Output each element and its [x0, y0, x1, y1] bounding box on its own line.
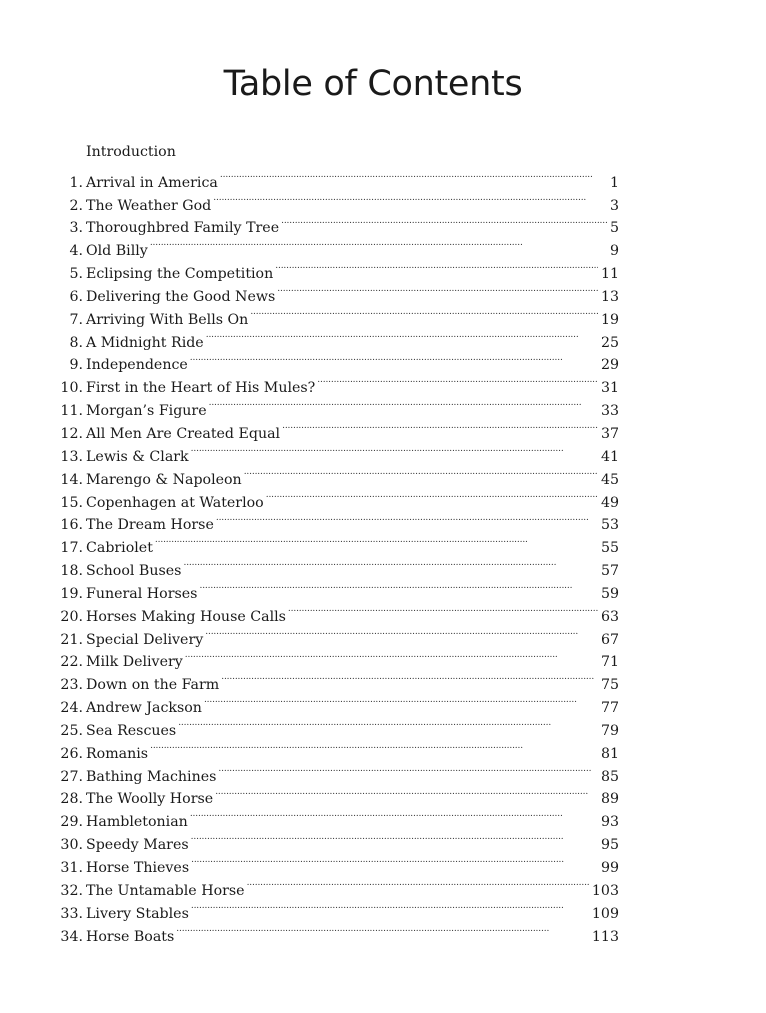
toc-entry-number: 7. — [69, 311, 83, 328]
toc-entry-title: School Buses — [86, 563, 182, 580]
toc-dot-leader — [275, 255, 598, 278]
toc-entry-title: Speedy Mares — [86, 837, 189, 854]
toc-entry-page: 13 — [600, 288, 619, 305]
toc-entry-page: 29 — [600, 357, 619, 374]
toc-entry-number: 20. — [60, 608, 83, 625]
toc-entry-number: 9. — [69, 357, 83, 374]
toc-entry-page: 113 — [591, 928, 619, 945]
toc-entry-title: Delivering the Good News — [86, 288, 276, 305]
toc-dot-leader — [176, 918, 589, 941]
toc-dot-leader — [220, 164, 607, 187]
toc-entry-number: 11. — [60, 403, 83, 420]
toc-entry-page: 37 — [600, 425, 619, 442]
toc-entry-number: 24. — [60, 700, 83, 717]
toc-entry-page: 71 — [600, 654, 619, 671]
toc-entry-title: Independence — [86, 357, 188, 374]
toc-dot-leader — [247, 872, 589, 895]
toc-entry-page: 59 — [600, 585, 619, 602]
toc-entry-page: 103 — [591, 882, 619, 899]
toc-entry-title: First in the Heart of His Mules? — [86, 380, 316, 397]
toc-entry-page: 99 — [600, 860, 619, 876]
toc-entry-title: Horse Boats — [86, 928, 175, 945]
toc-entry-title: The Woolly Horse — [86, 791, 214, 808]
toc-introduction: Introduction — [86, 144, 176, 160]
toc-entry-number: 34. — [60, 928, 83, 945]
toc-dot-leader — [244, 461, 598, 484]
toc-entry-page: 25 — [600, 334, 619, 351]
toc-entry-number: 2. — [69, 197, 83, 214]
toc-dot-leader — [288, 598, 598, 621]
toc-entry-title: The Dream Horse — [86, 517, 214, 534]
toc-entry-title: Andrew Jackson — [86, 700, 202, 717]
toc-entry — [52, 164, 619, 191]
toc-dot-leader — [191, 438, 598, 461]
toc-entry-number: 1. — [69, 174, 83, 191]
toc-entry-page: 81 — [600, 745, 619, 762]
toc-entry-number: 13. — [60, 448, 83, 465]
toc-entry-number: 8. — [69, 334, 83, 351]
toc-dot-leader — [216, 507, 598, 530]
toc-entry-number: 15. — [60, 494, 83, 511]
toc-entry-title: A Midnight Ride — [86, 334, 204, 351]
toc-dot-leader — [266, 484, 598, 507]
toc-dot-leader — [190, 803, 598, 826]
toc-entry-title: Down on the Farm — [86, 677, 220, 694]
toc-dot-leader — [150, 735, 598, 758]
toc-entry-title: Bathing Machines — [86, 768, 217, 785]
toc-entry-page: 53 — [600, 517, 619, 534]
toc-entry-number: 32. — [60, 882, 83, 899]
toc-dot-leader — [277, 278, 598, 301]
toc-entry-title: Funeral Horses — [86, 585, 198, 602]
toc-entry-title: Milk Delivery — [86, 654, 183, 671]
toc-entry-title: Romanis — [86, 745, 149, 762]
table-of-contents — [52, 141, 619, 945]
toc-entry-page: 109 — [591, 905, 619, 922]
toc-entry-title: Old Billy — [86, 243, 148, 260]
toc-dot-leader — [317, 369, 598, 392]
toc-entry-title: Morgan’s Figure — [86, 403, 207, 420]
toc-entry-title: Hambletonian — [86, 814, 188, 831]
toc-dot-leader — [150, 232, 607, 255]
toc-entry-page: 41 — [600, 448, 619, 465]
toc-entry-title: Cabriolet — [86, 540, 153, 557]
toc-entry-page: 95 — [600, 837, 619, 854]
toc-entry-page: 33 — [600, 403, 619, 420]
toc-entry-number: 33. — [60, 905, 83, 922]
toc-dot-leader — [205, 621, 598, 644]
toc-entry-title: All Men Are Created Equal — [86, 425, 281, 442]
toc-entry-title: Sea Rescues — [86, 722, 177, 739]
toc-entry-page: 11 — [600, 266, 619, 283]
toc-dot-leader — [221, 666, 598, 689]
toc-entry-page: 49 — [600, 494, 619, 511]
toc-entry-title: Arrival in America — [86, 174, 218, 191]
toc-dot-leader — [206, 324, 598, 347]
toc-entry-page: 89 — [600, 791, 619, 808]
toc-entry-title: Lewis & Clark — [86, 448, 189, 465]
toc-entry-title: Eclipsing the Competition — [86, 266, 274, 283]
toc-entry-page: 31 — [600, 380, 619, 397]
toc-entry-number: 14. — [60, 471, 83, 488]
toc-entry-page: 79 — [600, 722, 619, 739]
toc-dot-leader — [282, 415, 598, 438]
toc-entry-number: 30. — [60, 837, 83, 854]
toc-entry-page: 9 — [609, 243, 619, 260]
toc-dot-leader — [209, 392, 598, 415]
toc-entry-number: 16. — [60, 517, 83, 534]
toc-entry-page: 63 — [600, 608, 619, 625]
toc-entry-number: 29. — [60, 814, 83, 831]
toc-dot-leader — [191, 849, 598, 872]
toc-entry-number: 3. — [69, 220, 83, 237]
toc-entry-title: The Untamable Horse — [86, 882, 245, 899]
toc-entry-title: Copenhagen at Waterloo — [86, 494, 264, 511]
toc-entry-title: Horses Making House Calls — [86, 608, 286, 625]
toc-dot-leader — [185, 644, 598, 667]
toc-entry-page: 77 — [600, 700, 619, 717]
toc-entry-number: 21. — [60, 631, 83, 648]
toc-entry-title: The Weather God — [86, 197, 212, 214]
toc-dot-leader — [191, 826, 598, 849]
toc-entry-page: 93 — [600, 814, 619, 831]
toc-entry-page: 57 — [600, 563, 619, 580]
toc-entry-number: 12. — [60, 425, 83, 442]
toc-entry-number: 23. — [60, 677, 83, 694]
toc-entry-title: Marengo & Napoleon — [86, 471, 242, 488]
toc-dot-leader — [281, 210, 607, 233]
toc-entry-number: 17. — [60, 540, 83, 557]
toc-entry-page: 85 — [600, 768, 619, 785]
toc-dot-leader — [190, 347, 598, 370]
toc-entry-title: Thoroughbred Family Tree — [86, 220, 280, 237]
toc-dot-leader — [250, 301, 598, 324]
toc-dot-leader — [183, 552, 597, 575]
toc-entry-page: 1 — [609, 174, 619, 191]
toc-dot-leader — [191, 895, 589, 918]
toc-entry-number: 27. — [60, 768, 83, 785]
toc-dot-leader — [199, 575, 597, 598]
toc-dot-leader — [215, 781, 598, 804]
toc-dot-leader — [155, 529, 598, 552]
toc-entry-number: 5. — [69, 266, 83, 283]
toc-dot-leader — [213, 187, 607, 210]
toc-entry-page: 19 — [600, 311, 619, 328]
toc-entry-title: Livery Stables — [86, 905, 189, 922]
toc-entry-page: 45 — [600, 471, 619, 488]
toc-entry-number: 6. — [69, 288, 83, 305]
toc-entry-page: 5 — [609, 220, 619, 237]
toc-dot-leader — [218, 758, 598, 781]
page-title: Table of Contents — [223, 64, 523, 104]
toc-entry-number: 18. — [60, 563, 83, 580]
toc-entry-title: Special Delivery — [86, 631, 204, 648]
toc-entry-page: 67 — [600, 631, 619, 648]
toc-entry-number: 10. — [60, 380, 83, 397]
toc-dot-leader — [178, 712, 598, 735]
toc-entry-number: 19. — [60, 585, 83, 602]
toc-entry-number: 31. — [60, 860, 83, 876]
toc-entry-title: Horse Thieves — [86, 860, 190, 876]
toc-dot-leader — [204, 689, 598, 712]
toc-entry-page: 55 — [600, 540, 619, 557]
toc-entry-number: 28. — [60, 791, 83, 808]
toc-entry-number: 25. — [60, 722, 83, 739]
toc-entry-page: 75 — [600, 677, 619, 694]
toc-entry-title: Arriving With Bells On — [86, 311, 249, 328]
toc-entry-number: 22. — [60, 654, 83, 671]
toc-entry-page: 3 — [609, 197, 619, 214]
toc-entry-number: 26. — [60, 745, 83, 762]
toc-entry-number: 4. — [69, 243, 83, 260]
